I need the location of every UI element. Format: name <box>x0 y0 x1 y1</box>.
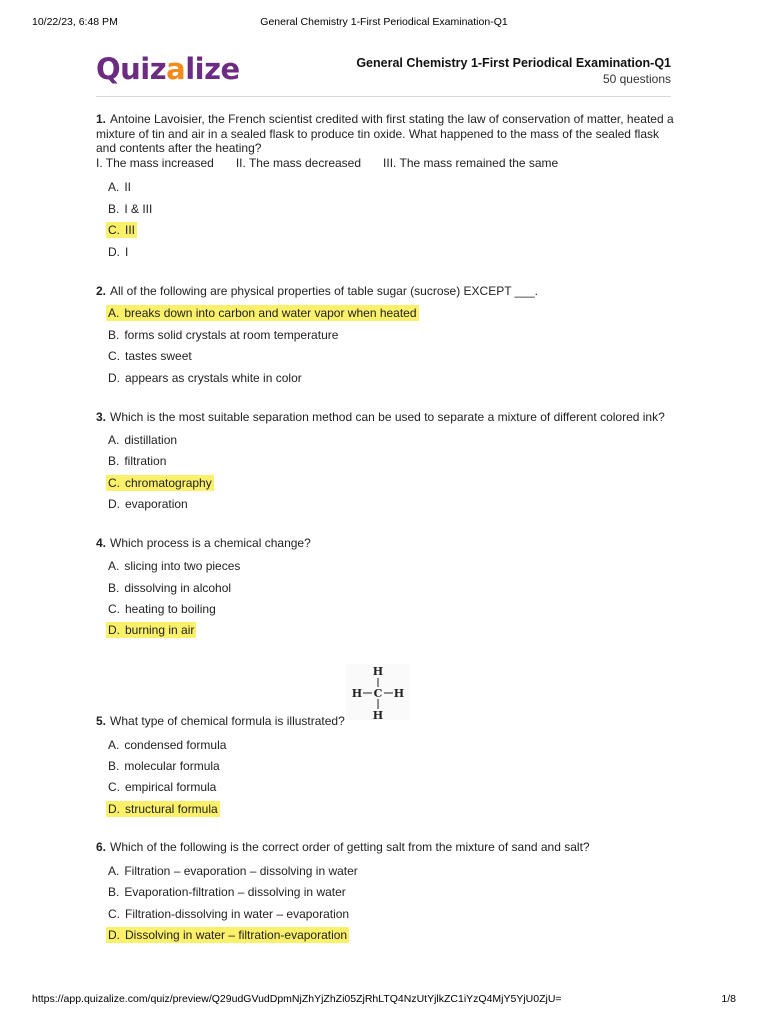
question-1 <box>96 112 676 170</box>
logo-text-start: Quiz <box>96 52 167 86</box>
quizalize-logo <box>96 52 240 86</box>
q3-option-c-correct: C. chromatography <box>108 476 212 490</box>
atom-right: H <box>393 687 405 700</box>
print-header <box>0 16 768 30</box>
q5-option-a: A. condensed formula <box>108 738 227 752</box>
question-number: 1. <box>96 112 107 126</box>
print-footer <box>0 993 768 1007</box>
q4-option-a: A. slicing into two pieces <box>108 559 241 573</box>
q4-option-d-correct: D. burning in air <box>108 623 195 637</box>
statement-3: III. The mass remained the same <box>383 155 559 170</box>
q4-option-b: B. dissolving in alcohol <box>108 581 232 595</box>
q3-option-d: D. evaporation <box>108 497 188 511</box>
question-number: 4. <box>96 536 107 550</box>
question-number: 6. <box>96 840 107 854</box>
q6-option-d-correct: D. Dissolving in water – filtration-evaporation <box>108 928 348 942</box>
statement-2: II. The mass decreased <box>235 155 362 170</box>
q2-option-a-correct: A. breaks down into carbon and water vapor when heated <box>108 306 417 320</box>
question-5 <box>96 714 676 729</box>
q5-option-d-correct: D. structural formula <box>108 802 218 816</box>
logo-wordmark <box>96 54 240 84</box>
question-text: Antoine Lavoisier, the French scientist credited with first stating the law of conservation of matter, heated a mixture of tin and air in a sealed flask to produce tin oxide. What happened to the mass of the sealed flask and contents after the heating? <box>96 112 674 155</box>
atom-center: C <box>373 687 383 700</box>
question-2 <box>96 284 676 299</box>
q2-option-b: B. forms solid crystals at room temperature <box>108 328 339 342</box>
atom-left: H <box>351 687 363 700</box>
question-text: Which is the most suitable separation method can be used to separate a mixture of different colored ink? <box>110 410 665 424</box>
q4-option-c: C. heating to boiling <box>108 602 216 616</box>
logo-text-end: lize <box>185 52 240 86</box>
atom-top: H <box>372 665 384 678</box>
print-page-number: 1/8 <box>721 993 736 1005</box>
q6-option-a: A. Filtration – evaporation – dissolving in water <box>108 864 358 878</box>
quiz-header <box>356 55 671 87</box>
q2-option-c: C. tastes sweet <box>108 349 192 363</box>
quiz-title: General Chemistry 1-First Periodical Examination-Q1 <box>356 56 671 70</box>
print-url: https://app.quizalize.com/quiz/preview/Q29udGVudDpmNjZhYjZhZi05ZjRhLTQ4NzUtYjlkZC1iYzQ4MjY5YjU0ZjU= <box>32 993 562 1005</box>
q5-option-c: C. empirical formula <box>108 780 217 794</box>
print-datetime: 10/22/23, 6:48 PM <box>32 16 118 28</box>
q1-option-a: A. II <box>108 180 132 194</box>
statement-1: I. The mass increased <box>96 155 214 170</box>
header-divider <box>96 96 671 97</box>
q6-option-b: B. Evaporation-filtration – dissolving in water <box>108 885 346 899</box>
question-text: What type of chemical formula is illustrated? <box>110 714 345 728</box>
methane-structural-formula <box>346 664 410 720</box>
question-number: 5. <box>96 714 107 728</box>
q1-option-d: D. I <box>108 245 129 259</box>
question-text: Which process is a chemical change? <box>110 536 311 550</box>
q5-option-b: B. molecular formula <box>108 759 220 773</box>
q6-option-c: C. Filtration-dissolving in water – evaporation <box>108 907 350 921</box>
question-3 <box>96 410 676 425</box>
question-text: All of the following are physical properties of table sugar (sucrose) EXCEPT ___. <box>110 284 539 298</box>
q3-option-b: B. filtration <box>108 454 167 468</box>
logo-mark: a <box>166 52 186 86</box>
print-page-title: General Chemistry 1-First Periodical Examination-Q1 <box>260 16 508 28</box>
q3-option-a: A. distillation <box>108 433 178 447</box>
question-number: 3. <box>96 410 107 424</box>
question-count: 50 questions <box>602 72 671 86</box>
q1-option-b: B. I & III <box>108 202 153 216</box>
atom-bottom: H <box>372 709 384 720</box>
q2-option-d: D. appears as crystals white in color <box>108 371 302 385</box>
question-4 <box>96 536 676 551</box>
question-6 <box>96 840 676 855</box>
q1-option-c-correct: C. III <box>108 223 136 237</box>
question-text: Which of the following is the correct order of getting salt from the mixture of sand and salt? <box>110 840 590 854</box>
statement-list <box>96 156 676 171</box>
question-number: 2. <box>96 284 107 298</box>
